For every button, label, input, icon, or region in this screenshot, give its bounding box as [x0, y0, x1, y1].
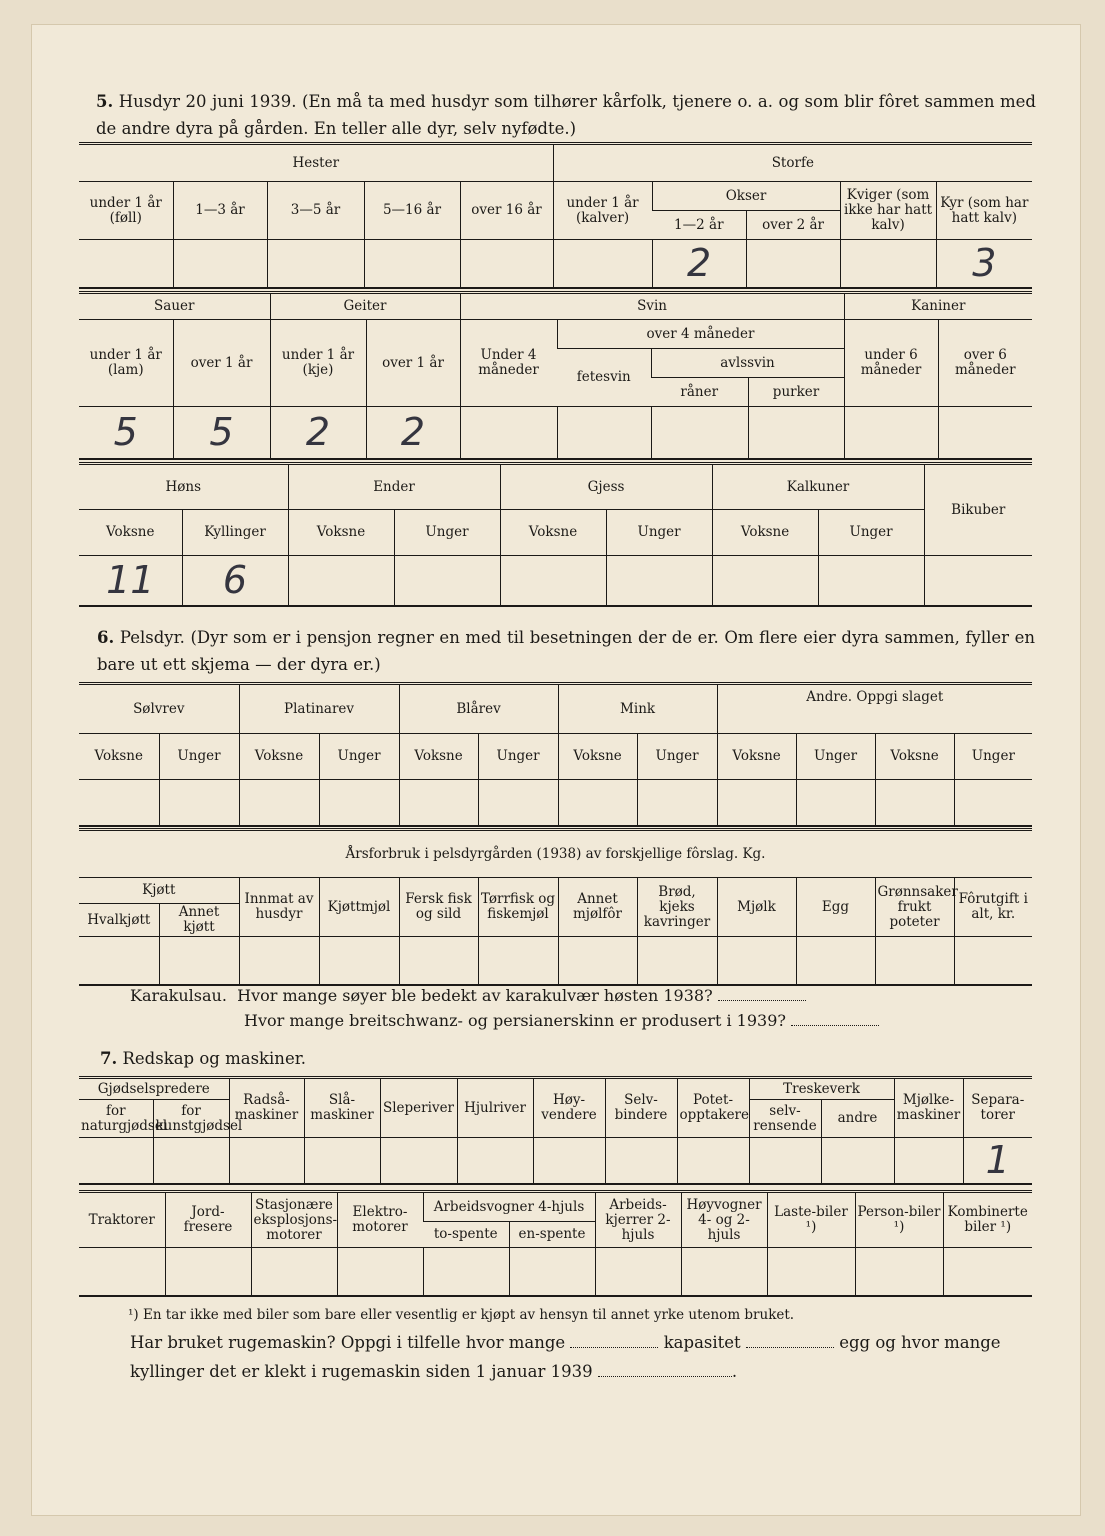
unger-label: Unger	[478, 734, 558, 780]
value-cell[interactable]	[153, 1138, 229, 1184]
section-6-text: Pelsdyr. (Dyr som er i pensjon regner en med til besetningen der de er. Om flere eier dyra sammen, fyller en bare ut ett skjema — der dyra er.)	[97, 628, 1036, 674]
elektromotorer-header: Elektro-motorer	[337, 1192, 423, 1248]
selvrensende-header: selv-rensende	[749, 1100, 821, 1138]
value-geiter-over-1[interactable]	[366, 407, 460, 459]
hester-header: Hester	[292, 154, 340, 171]
section-6-number: 6.	[97, 628, 115, 647]
hoyvendere-header: Høy-vendere	[533, 1078, 605, 1138]
value-kyr[interactable]	[936, 240, 1032, 288]
unger-label: Unger	[954, 734, 1032, 780]
karakul-q1: Hvor mange søyer ble bedekt av karakulvær høsten 1938?	[237, 986, 713, 1005]
footnote: ¹) En tar ikke med biler som bare eller vesentlig er kjøpt av hensyn til annet yrke utenom bruket.	[128, 1307, 795, 1323]
hoyvogner-header: Høyvogner 4- og 2-hjuls	[681, 1192, 767, 1248]
value-cell[interactable]	[844, 407, 938, 459]
rugemaskin-q1: Har bruket rugemaskin? Oppgi i tilfelle hvor mange	[130, 1333, 566, 1352]
unger-label: Unger	[159, 734, 239, 780]
annet-mjolfor-header: Annet mjølfôr	[558, 878, 637, 937]
value-cell[interactable]	[954, 780, 1032, 826]
value-cell[interactable]	[267, 240, 364, 288]
value-cell[interactable]	[954, 937, 1032, 985]
value-cell[interactable]	[558, 780, 637, 826]
raner: råner	[651, 378, 748, 407]
storfe-under-1: under 1 år (kalver)	[553, 182, 652, 240]
karakul-line-2	[244, 1011, 879, 1030]
hester-3-5: 3—5 år	[267, 182, 364, 240]
hester-1-3: 1—3 år	[173, 182, 267, 240]
rugemaskin-antall-input[interactable]	[570, 1347, 658, 1348]
value-cell[interactable]	[364, 240, 460, 288]
personbiler-header: Person-biler ¹)	[855, 1192, 943, 1248]
stasjonaere-header: Stasjonære eksplosjons-motorer	[251, 1192, 337, 1248]
value-cell[interactable]	[500, 556, 606, 606]
fersk-fisk-header: Fersk fisk og sild	[399, 878, 478, 937]
torrfisk-header: Tørrfisk og fiskemjøl	[478, 878, 558, 937]
table-fjaerfe	[79, 462, 1032, 607]
treskeverk-header: Treskeverk	[749, 1078, 894, 1100]
mjolk-header: Mjølk	[717, 878, 796, 937]
gronnsaker-header: Grønnsaker frukt poteter	[875, 878, 954, 937]
rugemaskin-q3: kyllinger det er klekt i rugemaskin siden 1 januar 1939	[130, 1362, 593, 1381]
table-redskap	[79, 1076, 1032, 1185]
ender-header: Ender	[288, 464, 500, 510]
annet-kjott-header: Annet kjøtt	[159, 904, 239, 937]
value-cell[interactable]	[251, 1248, 337, 1296]
karakul-line-1	[130, 986, 806, 1005]
value-cell[interactable]	[855, 1248, 943, 1296]
value-cell[interactable]	[558, 937, 637, 985]
value-cell[interactable]	[319, 937, 399, 985]
value-cell[interactable]	[165, 1248, 251, 1296]
rugemaskin-line-2: kyllinger det er klekt i rugemaskin siden 1 januar 1939 .	[130, 1362, 738, 1381]
svin-header: Svin	[460, 293, 844, 320]
handwritten-value: 2	[305, 410, 331, 455]
value-cell[interactable]	[553, 240, 652, 288]
innmat-header: Innmat av husdyr	[239, 878, 319, 937]
value-cell[interactable]	[767, 1248, 855, 1296]
karakul-q2: Hvor mange breitschwanz- og persianerskinn er produsert i 1939?	[244, 1011, 786, 1030]
karakul-q1-answer[interactable]	[718, 1000, 806, 1001]
rugemaskin-kapasitet-input[interactable]	[746, 1347, 834, 1348]
value-cell[interactable]	[637, 937, 717, 985]
value-cell[interactable]	[746, 240, 840, 288]
kalkuner-header: Kalkuner	[712, 464, 924, 510]
value-hons-kyllinger[interactable]	[182, 556, 288, 606]
bikuber-header: Bikuber	[924, 464, 1032, 556]
value-cell[interactable]	[457, 1138, 533, 1184]
handwritten-value: 11	[106, 558, 155, 603]
section-7-text: Redskap og maskiner.	[122, 1049, 307, 1068]
hvalkjott-header: Hvalkjøtt	[79, 904, 159, 937]
value-cell[interactable]	[651, 407, 748, 459]
value-cell[interactable]	[924, 556, 1032, 606]
sla-header: Slå-maskiner	[304, 1078, 380, 1138]
hjulriver-header: Hjulriver	[457, 1078, 533, 1138]
arsforbruk-title: Årsforbruk i pelsdyrgården (1938) av forskjellige fôrslag. Kg.	[345, 845, 766, 862]
okser-1-2: 1—2 år	[652, 211, 746, 240]
value-cell[interactable]	[605, 1138, 677, 1184]
rugemaskin-kyllinger-input[interactable]	[598, 1376, 732, 1377]
jordfresere-header: Jord-freserе	[165, 1192, 251, 1248]
kombinerte-header: Kombinerte biler ¹)	[943, 1192, 1032, 1248]
sauer-header: Sauer	[154, 298, 195, 314]
geiter-under-1: under 1 år (kje)	[270, 320, 366, 407]
value-cell[interactable]	[875, 780, 954, 826]
value-cell[interactable]	[821, 1138, 894, 1184]
radsa-header: Radså-maskiner	[229, 1078, 304, 1138]
section-5-number: 5.	[96, 92, 114, 111]
value-cell[interactable]	[460, 240, 553, 288]
value-hons-voksne[interactable]	[79, 556, 182, 606]
table-sauer-geiter-svin	[79, 291, 1032, 460]
value-cell[interactable]	[509, 1248, 595, 1296]
value-cell[interactable]	[229, 1138, 304, 1184]
value-cell[interactable]	[875, 937, 954, 985]
value-cell[interactable]	[79, 937, 159, 985]
traktorer-header: Traktorer	[88, 1211, 155, 1228]
value-cell[interactable]	[796, 937, 875, 985]
storfe-header: Storfe	[553, 144, 1032, 182]
rugemaskin-q2: egg og hvor mange	[839, 1333, 1001, 1352]
svin-over-4: over 4 måneder	[557, 320, 844, 349]
kalkuner-voksne: Voksne	[712, 510, 818, 556]
value-okser-1-2[interactable]	[652, 240, 746, 288]
section-7-heading	[100, 1045, 1040, 1072]
section-7-number: 7.	[100, 1049, 118, 1068]
section-5-heading	[96, 88, 1036, 142]
value-cell[interactable]	[818, 556, 924, 606]
value-cell[interactable]	[712, 556, 818, 606]
value-cell[interactable]	[637, 780, 717, 826]
natur-header: for naturgjødsel	[79, 1100, 153, 1138]
hons-voksne: Voksne	[79, 510, 182, 556]
kaniner-under-6: under 6 måneder	[844, 320, 938, 407]
rugemaskin-line-1	[130, 1333, 1035, 1352]
geiter-over-1: over 1 år	[366, 320, 460, 407]
value-cell[interactable]	[478, 937, 558, 985]
blarev-header: Blårev	[399, 684, 558, 734]
value-sauer-under-1[interactable]	[79, 407, 173, 459]
value-cell[interactable]	[399, 937, 478, 985]
hons-kyllinger: Kyllinger	[182, 510, 288, 556]
value-cell[interactable]	[79, 1138, 153, 1184]
ender-unger: Unger	[394, 510, 500, 556]
section-5-text: Husdyr 20 juni 1939. (En må ta med husdyr som tilhører kårfolk, tjenere o. a. og som blir fôret sammen med de andre dyra på gården. En teller alle dyr, selv nyfødte.)	[96, 92, 1036, 138]
value-cell[interactable]	[460, 407, 557, 459]
value-sauer-over-1[interactable]	[173, 407, 270, 459]
voksne-label: Voksne	[399, 734, 478, 780]
value-cell[interactable]	[394, 556, 500, 606]
purker: purker	[748, 378, 844, 407]
andre-header: andre	[821, 1100, 894, 1138]
handwritten-value: 1	[985, 1138, 1010, 1183]
value-cell[interactable]	[423, 1248, 509, 1296]
sleperiver-header: Sleperiver	[380, 1078, 457, 1138]
enspente-header: en-spente	[509, 1222, 595, 1248]
kalkuner-unger: Unger	[818, 510, 924, 556]
kaniner-over-6: over 6 måneder	[938, 320, 1032, 407]
karakul-q2-answer[interactable]	[791, 1025, 879, 1026]
kjerrer-header: Arbeids-kjerrer 2-hjuls	[595, 1192, 681, 1248]
mjolkemaskiner-header: Mjølke-maskiner	[894, 1078, 963, 1138]
value-cell[interactable]	[159, 937, 239, 985]
kyr-header: Kyr (som har hatt kalv)	[936, 182, 1032, 240]
kviger-header: Kviger (som ikke har hatt kalv)	[840, 182, 936, 240]
kaniner-header: Kaniner	[844, 293, 1032, 320]
value-cell[interactable]	[681, 1248, 767, 1296]
brod-header: Brød, kjeks kavringer	[637, 878, 717, 937]
handwritten-value: 6	[222, 558, 248, 603]
value-cell[interactable]	[749, 1138, 821, 1184]
separatorer-header: Separa-torer	[963, 1078, 1032, 1138]
karakul-label: Karakulsau.	[130, 986, 227, 1005]
table-kjoretoy	[79, 1190, 1032, 1297]
voksne-label: Voksne	[239, 734, 319, 780]
handwritten-value: 2	[400, 410, 426, 455]
value-cell[interactable]	[288, 556, 394, 606]
value-cell[interactable]	[677, 1138, 749, 1184]
table-arsforbruk	[79, 828, 1032, 986]
sauer-under-1: under 1 år (lam)	[79, 320, 173, 407]
value-cell[interactable]	[304, 1138, 380, 1184]
sauer-over-1: over 1 år	[173, 320, 270, 407]
okser-header: Okser	[652, 182, 840, 211]
geiter-header: Geiter	[270, 293, 460, 320]
hons-header: Høns	[165, 478, 202, 495]
handwritten-value: 2	[686, 241, 712, 286]
unger-label: Unger	[637, 734, 717, 780]
svin-under-4: Under 4 måneder	[460, 320, 557, 407]
value-cell[interactable]	[159, 780, 239, 826]
section-6-heading	[97, 624, 1035, 678]
rugemaskin-kapasitet-label: kapasitet	[663, 1333, 741, 1352]
value-cell[interactable]	[533, 1138, 605, 1184]
value-cell[interactable]	[748, 407, 844, 459]
gjess-voksne: Voksne	[500, 510, 606, 556]
gjess-unger: Unger	[606, 510, 712, 556]
ender-voksne: Voksne	[288, 510, 394, 556]
voksne-label: Voksne	[558, 734, 637, 780]
value-cell[interactable]	[938, 407, 1032, 459]
platinarev-header: Platinarev	[239, 684, 399, 734]
kjott-header: Kjøtt	[79, 878, 239, 904]
okser-over-2: over 2 år	[746, 211, 840, 240]
value-cell[interactable]	[595, 1248, 681, 1296]
handwritten-value: 3	[972, 241, 997, 286]
value-cell[interactable]	[337, 1248, 423, 1296]
value-cell[interactable]	[557, 407, 651, 459]
gjodsel-header: Gjødselspredere	[97, 1080, 210, 1097]
value-cell[interactable]	[79, 240, 173, 288]
value-cell[interactable]	[79, 1248, 165, 1296]
arbeidsvogner-header: Arbeidsvogner 4-hjuls	[423, 1192, 595, 1222]
value-cell[interactable]	[606, 556, 712, 606]
hester-over-16: over 16 år	[460, 182, 553, 240]
kunst-header: for kunstgjødsel	[153, 1100, 229, 1138]
value-cell[interactable]	[943, 1248, 1032, 1296]
potet-header: Potet-opptakere	[677, 1078, 749, 1138]
voksne-label: Voksne	[79, 734, 159, 780]
value-geiter-under-1[interactable]	[270, 407, 366, 459]
andre-header: Andre. Oppgi slaget	[717, 684, 1032, 734]
lastebiler-header: Laste-biler ¹)	[767, 1192, 855, 1248]
tospente-header: to-spente	[423, 1222, 509, 1248]
mink-header: Mink	[558, 684, 717, 734]
value-cell[interactable]	[796, 780, 875, 826]
forutgift-header: Fôrutgift i alt, kr.	[954, 878, 1032, 937]
value-separatorer[interactable]	[963, 1138, 1032, 1184]
voksne-label: Voksne	[875, 734, 954, 780]
value-cell[interactable]	[840, 240, 936, 288]
value-cell[interactable]	[717, 780, 796, 826]
avlssvin: avlssvin	[651, 349, 844, 378]
kjottmjol-header: Kjøttmjøl	[319, 878, 399, 937]
hester-under-1: under 1 år (føll)	[79, 182, 173, 240]
value-cell[interactable]	[239, 937, 319, 985]
value-cell[interactable]	[399, 780, 478, 826]
hester-5-16: 5—16 år	[364, 182, 460, 240]
value-cell[interactable]	[239, 780, 319, 826]
unger-label: Unger	[796, 734, 875, 780]
value-cell[interactable]	[478, 780, 558, 826]
egg-header: Egg	[796, 878, 875, 937]
value-cell[interactable]	[79, 780, 159, 826]
voksne-label: Voksne	[717, 734, 796, 780]
selvbindere-header: Selv-bindere	[605, 1078, 677, 1138]
value-cell[interactable]	[380, 1138, 457, 1184]
value-cell[interactable]	[894, 1138, 963, 1184]
handwritten-value: 5	[113, 410, 138, 455]
value-cell[interactable]	[173, 240, 267, 288]
table-pelsdyr	[79, 682, 1032, 827]
value-cell[interactable]	[717, 937, 796, 985]
solvrev-header: Sølvrev	[133, 700, 185, 717]
value-cell[interactable]	[319, 780, 399, 826]
table-hester-storfe	[79, 142, 1032, 289]
fetesvin: fetesvin	[557, 349, 651, 407]
handwritten-value: 5	[209, 410, 234, 455]
gjess-header: Gjess	[500, 464, 712, 510]
unger-label: Unger	[319, 734, 399, 780]
